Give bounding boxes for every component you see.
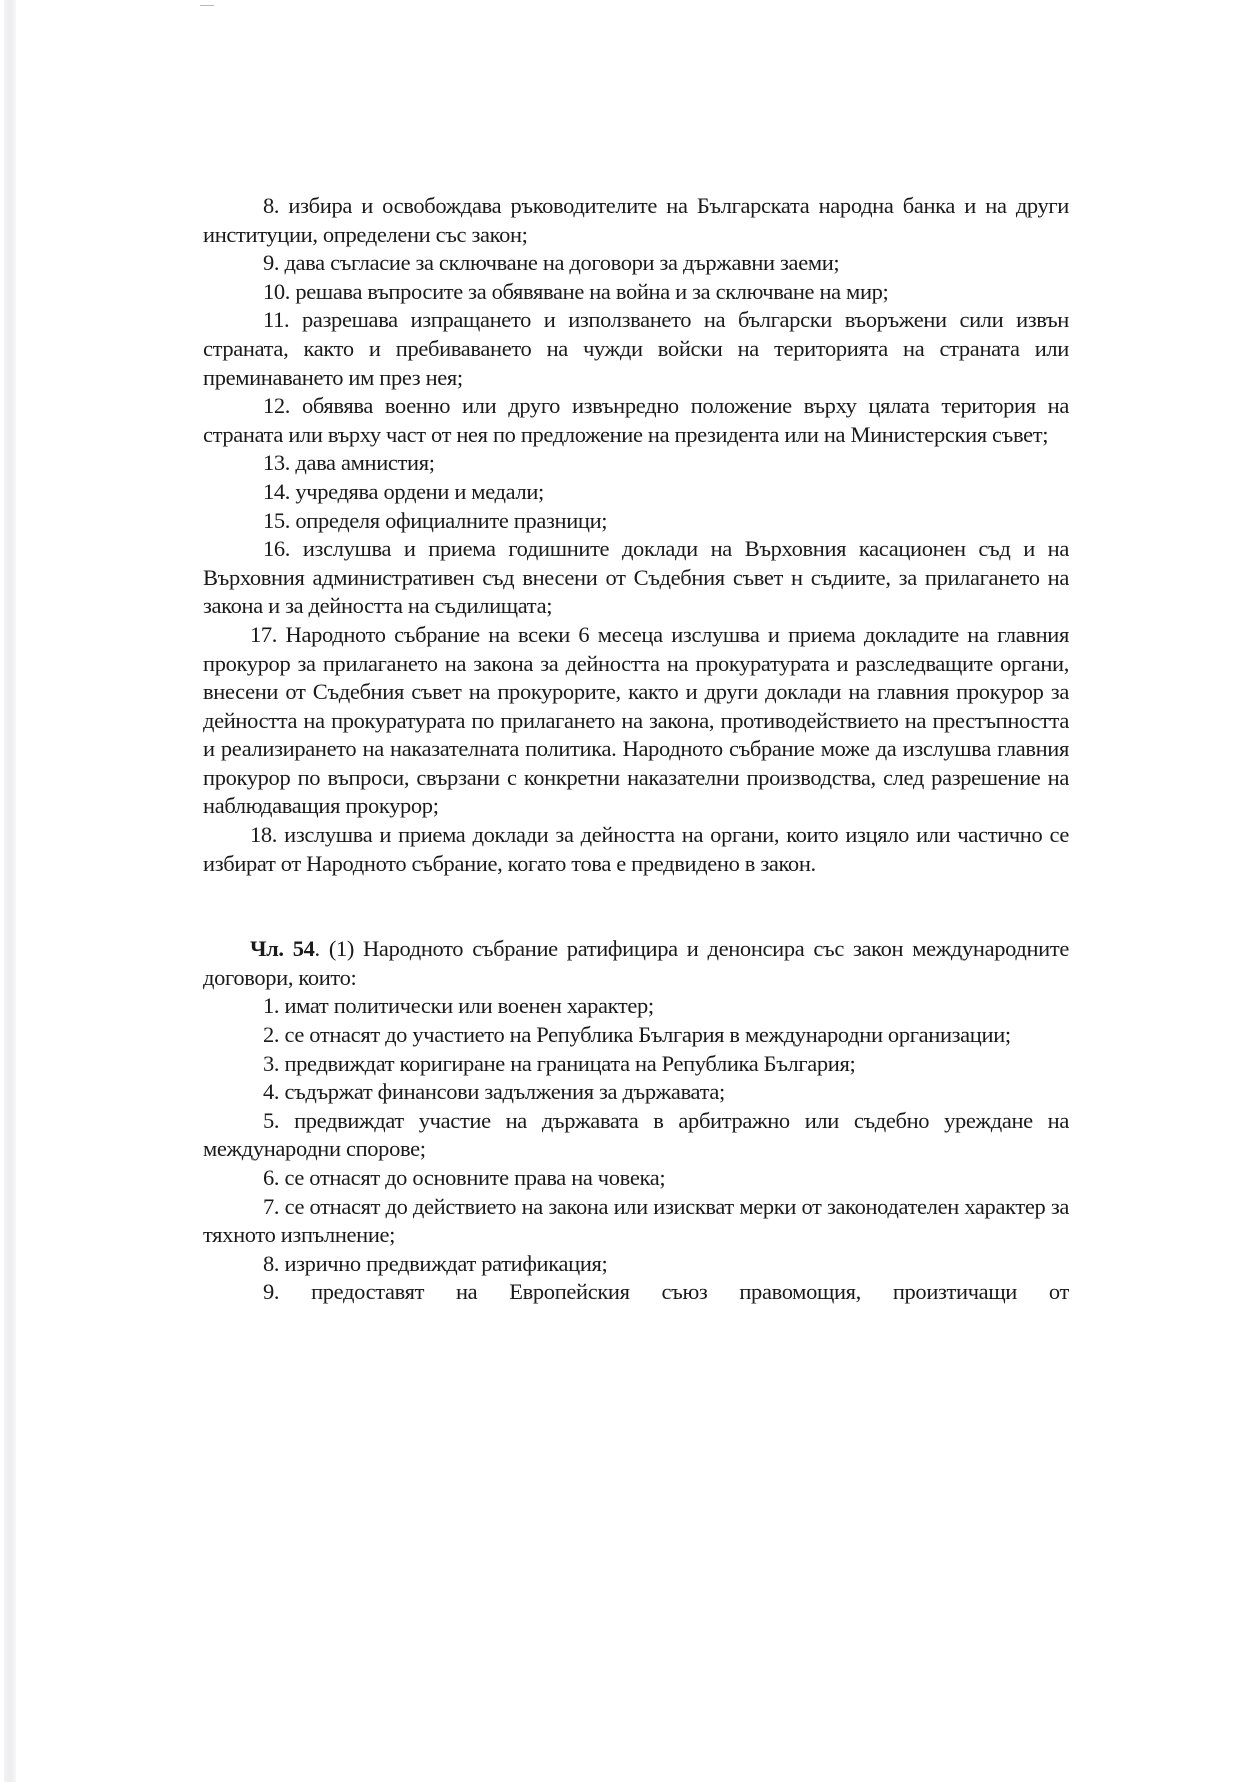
art54-item-2: 2. се отнасят до участието на Република България в международни организации; [263, 1022, 1011, 1048]
art54-item-5: 5. предвиждат участие на държавата в арбитражно или съдебно уреждане на международни спорове; [203, 1107, 1069, 1162]
list-item-10: 10. решава въпросите за обявяване на война и за сключване на мир; [263, 278, 889, 304]
document-page [203, 192, 1069, 1307]
art54-item-9: 9. предоставят на Европейския съюз правомощия, произтичащи от [263, 1279, 1069, 1305]
list-item-12: 12. обявява военно или друго извънредно положение върху цялата територия на страната или върху част от нея по предложение на президента или на Министерския съвет; [203, 393, 1069, 447]
list-item-16: 16. изслушва и приема годишните доклади на Върховния касационен съд и на Върховния административен съд внесени от Съдебния съвет н съдиите, за прилагането на закона и за дейността на съдилищата; [203, 536, 1069, 619]
article-intro-text: (1) Народното събрание ратифицира и денонсира със закон международните договори, които: [203, 936, 1069, 990]
list-item-13: 13. дава амнистия; [263, 450, 435, 476]
article-number-punct: . [314, 936, 320, 962]
article-number: Чл. 54 [250, 936, 315, 962]
list-item-15: 15. определя официалните празници; [263, 507, 608, 533]
scan-edge [4, 0, 16, 1782]
list-item-11: 11. разрешава изпращането и използването на български въоръжени сили извън страната, както и пребиваването на чужди войски на територията на страната или преминаването им през нея; [203, 307, 1069, 390]
art54-item-8: 8. изрично предвиждат ратификация; [263, 1250, 608, 1276]
list-item-14: 14. учредява ордени и медали; [263, 478, 544, 504]
art54-item-3: 3. предвиждат коригиране на границата на Република България; [263, 1050, 856, 1076]
scan-mark [200, 5, 214, 6]
list-item-9: 9. дава съгласие за сключване на договори за държавни заеми; [263, 250, 840, 276]
list-item-17: 17. Народното събрание на всеки 6 месеца изслушва и приема докладите на главния прокурор за прилагането на закона за дейността на прокуратурата и разследващите органи, внесени от Съдебния съвет на прокурорите, както и други доклади на главния прокурор за дейността на прокуратурата по прилагането на закона, противодействието на престъпността и реализирането на наказателната политика. Народното събрание може да изслушва главния прокурор по въпроси, свързани с конкретни наказателни производства, след разрешение на наблюдаващия прокурор; [203, 621, 1069, 819]
list-item-18: 18. изслушва и приема доклади за дейността на органи, които изцяло или частично се избират от Народното събрание, когато това е предвидено в закон. [203, 822, 1069, 876]
list-item-8: 8. избира и освобождава ръководителите на Българската народна банка и на други институции, определени със закон; [203, 193, 1069, 247]
art54-item-4: 4. съдържат финансови задължения за държавата; [263, 1079, 725, 1105]
article-54-heading [203, 935, 1069, 992]
art54-item-6: 6. се отнасят до основните права на човека; [263, 1165, 666, 1190]
art54-item-1: 1. имат политически или военен характер; [263, 993, 654, 1019]
art54-item-7: 7. се отнасят до действието на закона или изискват мерки от законодателен характер за тяхното изпълнение; [203, 1193, 1069, 1248]
